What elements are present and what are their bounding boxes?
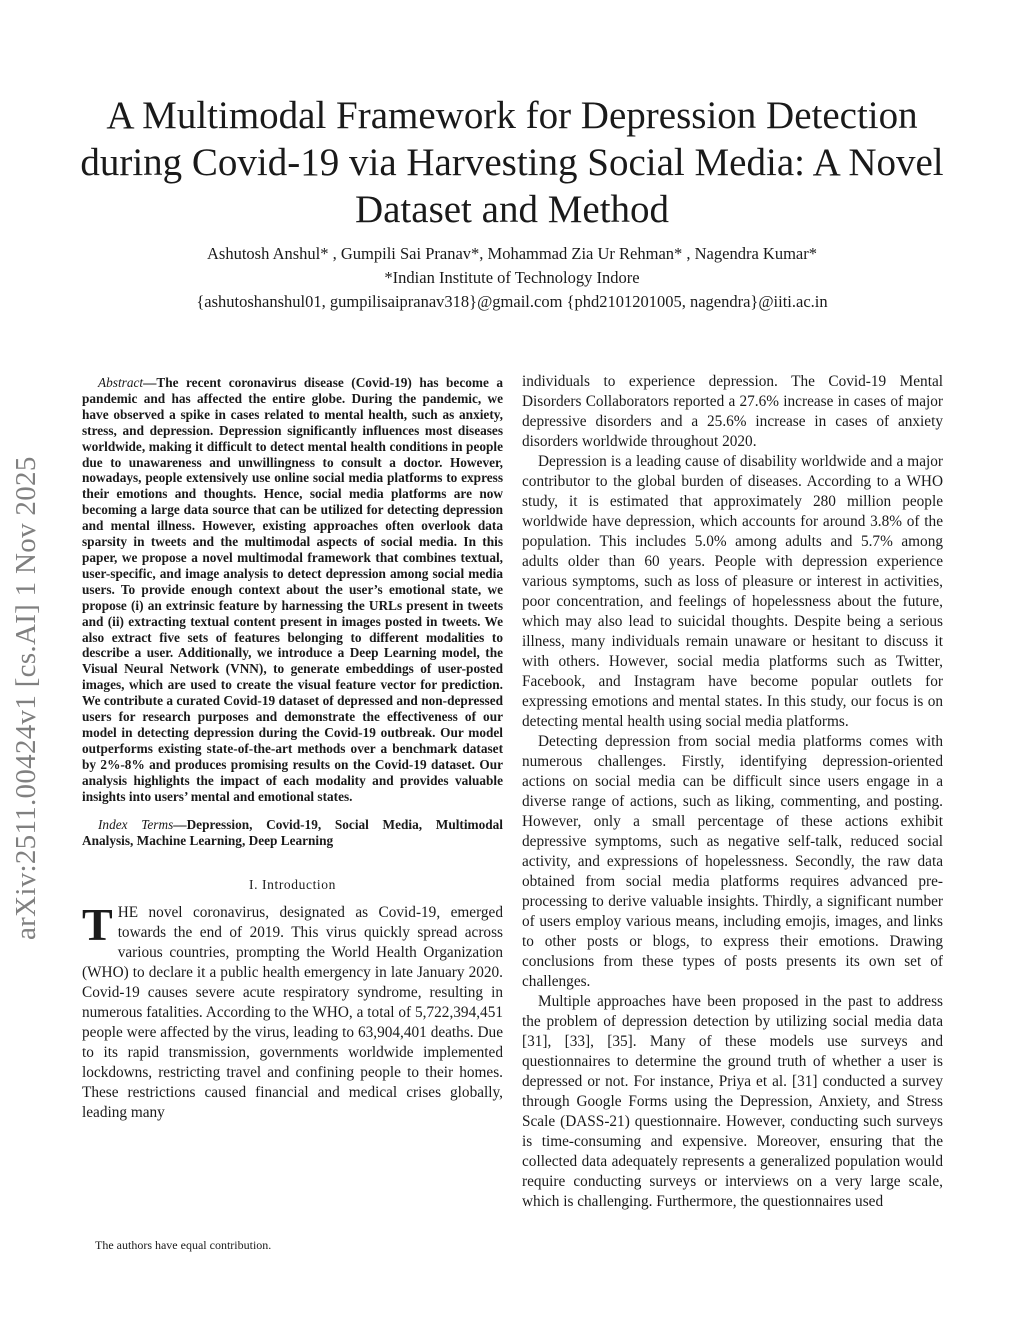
left-column bbox=[82, 375, 503, 1123]
affiliation: *Indian Institute of Technology Indore bbox=[384, 268, 640, 287]
index-terms-label: Index Terms bbox=[98, 817, 174, 833]
right-column bbox=[522, 372, 943, 1212]
paragraph-challenges: Detecting depression from social media platforms comes with numerous challenges. Firstly, identifying depression-oriented actions on social media can be difficult since users engage in a diverse range of actions, such as liking, commenting, and posting. However, only a small percentage of these actions exhibit depressive symptoms, such as negative self-talk, reduced social activity, and expressions of hopelessness. Secondly, the raw data obtained from social media platforms requires advanced pre-processing to derive valuable insights. Thirdly, a significant number of users employ various means, including emojis, images, and links to other posts or blogs, to express their emotions. Drawing conclusions from these types of posts presents its own set of challenges. bbox=[522, 733, 943, 990]
intro-paragraph-text: HE novel coronavirus, designated as Covid-19, emerged towards the end of 2019. This virus quickly spread across various countries, prompting the World Health Organization (WHO) to declare it a public health emergency in late January 2020. Covid-19 causes severe acute respiratory syndrome, resulting in numerous fatalities. According to the WHO, a total of 5,722,394,451 people were affected by the virus, leading to 63,904,401 deaths. Due to its rapid transmission, governments worldwide implemented lockdowns, restricting travel and confining people to their homes. These restrictions caused financial and medical crises globally, leading many bbox=[82, 904, 503, 1122]
intro-paragraph bbox=[82, 899, 503, 1123]
author-emails: {ashutoshanshul01, gumpilisaipranav318}@gmail.com {phd2101201005, nagendra}@iiti.ac.in bbox=[196, 292, 828, 311]
paragraph-continued: individuals to experience depression. The Covid-19 Mental Disorders Collaborators reported a 27.6% increase in cases of major depressive disorders and a 25.6% increase in cases of anxiety disorders worldwide throughout 2020. bbox=[522, 373, 943, 450]
index-terms bbox=[82, 817, 503, 849]
author-block bbox=[60, 242, 964, 314]
arxiv-identifier: arXiv:2511.00424v1 [cs.AI] 1 Nov 2025 bbox=[10, 456, 42, 940]
abstract-text: —The recent coronavirus disease (Covid-19) has become a pandemic and has affected the entire globe. During the pandemic, we have observed a spike in cases related to mental health, such as anxiety, stress, and depression. Depression significantly influences most diseases worldwide, making it difficult to detect mental health conditions in people due to unawareness and unwillingness to consult a doctor. However, nowadays, people extensively use online social media platforms to express their emotions and thoughts. Hence, social media platforms are now becoming a large data source that can be utilized for detecting depression and mental illness. However, existing approaches often overlook data sparsity in tweets and the multimodal aspects of social media. In this paper, we propose a novel multimodal framework that combines textual, user-specific, and image analysis to detect depression among social media users. To provide enough context about the user’s emotional state, we propose (i) an extrinsic feature by harnessing the URLs present in tweets and (ii) extracting textual content present in images posted in tweets. We also extract five sets of features belonging to different modalities to describe a user. Additionally, we introduce a Deep Learning model, the Visual Neural Network (VNN), to generate embeddings of user-posted images, which are used to create the visual feature vector for prediction. We contribute a curated Covid-19 dataset of depressed and non-depressed users for research purposes and demonstrate the effectiveness of our model in detecting depression during the Covid-19 outbreak. Our model outperforms existing state-of-the-art methods over a benchmark dataset by 2%-8% and produces promising results on the Covid-19 dataset. Our analysis highlights the impact of each modality and provides valuable insights into users’ mental and emotional states. bbox=[82, 375, 503, 804]
section-heading-introduction: I. Introduction bbox=[249, 877, 336, 893]
abstract bbox=[82, 375, 503, 804]
authors-line: Ashutosh Anshul* , Gumpili Sai Pranav*, Mohammad Zia Ur Rehman* , Nagendra Kumar* bbox=[207, 244, 817, 263]
paper-title: A Multimodal Framework for Depression Detection during Covid-19 via Harvesting Social Media: A Novel Dataset and Method bbox=[80, 94, 944, 231]
paragraph-depression-burden: Depression is a leading cause of disability worldwide and a major contributor to the global burden of diseases. According to a WHO study, it is estimated that approximately 280 million people worldwide have depression, which accounts for around 3.8% of the population. This includes 5.0% among adults and 5.7% among adults older than 60 years. People with depression experience various symptoms, such as loss of pleasure or interest in activities, poor concentration, and feelings of hopelessness about the future, which may also lead to suicidal thoughts. Despite being a serious illness, many individuals remain unaware or hesitant to discuss it with others. However, social media platforms such as Twitter, Facebook, and Instagram have become popular outlets for expressing emotions and mental states. In this study, our focus is on detecting mental health using social media platforms. bbox=[522, 453, 943, 730]
index-terms-text: —Depression, Covid-19, Social Media, Multimodal Analysis, Machine Learning, Deep Learning bbox=[82, 817, 503, 849]
footnote: The authors have equal contribution. bbox=[95, 1238, 272, 1252]
drop-cap: T bbox=[82, 899, 113, 951]
paragraph-prior-approaches: Multiple approaches have been proposed in the past to address the problem of depression detection by utilizing social media data [31], [33], [35]. Many of these models use surveys and questionnaires to determine the ground truth of whether a user is depressed or not. For instance, Priya et al. [31] conducted a survey through Google Forms using the Depression, Anxiety, and Stress Scale (DASS-21) questionnaire. However, conducting such surveys is time-consuming and expensive. Moreover, ensuring that the collected data adequately represents a generalized population would require conducting surveys or interviews on a very large scale, which is challenging. Furthermore, the questionnaires used bbox=[522, 993, 943, 1210]
abstract-label: Abstract bbox=[98, 375, 144, 390]
